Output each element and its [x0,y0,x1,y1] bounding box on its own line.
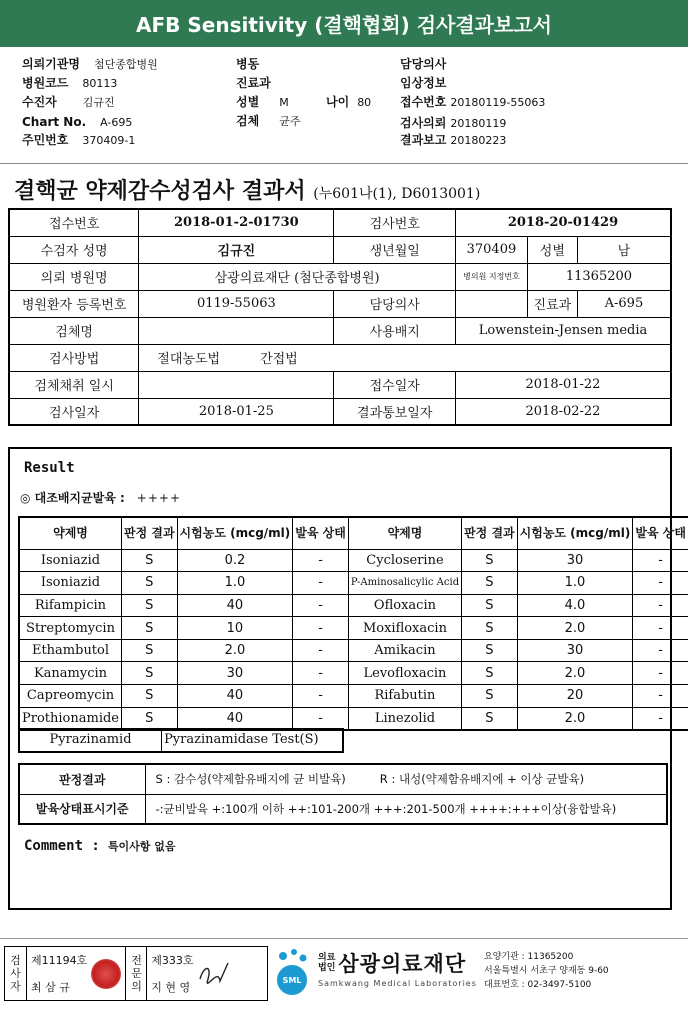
info-value: A-695 [577,290,671,317]
test-concentration: 2.0 [517,617,633,640]
judge-result: S [462,639,518,662]
growth-status: - [293,617,349,640]
info-label: 검체명 [9,317,139,344]
test-concentration: 30 [177,662,293,685]
header-chart: Chart No. A-695 [22,115,133,129]
address: 서울특별시 서초구 양재동 9-60 [484,966,609,976]
info-label: 진료과 [527,290,577,317]
growth-status: - [293,594,349,617]
test-concentration: 30 [517,549,633,572]
info-label: 접수번호 [9,209,139,236]
comment: Comment : 특이사항 없음 [24,838,176,854]
growth-status: - [633,549,688,572]
drug-name: Capreomycin [19,685,122,708]
drug-row [19,707,688,730]
info-value: 11365200 [527,263,671,290]
judge-result: S [122,549,178,572]
org-name: 삼광의료재단 [338,952,467,976]
judge-result: S [462,662,518,685]
header-id: 주민번호 370409-1 [22,133,136,147]
patient-info-table [8,208,672,426]
judge-result: S [122,594,178,617]
legend-label: 판정결과 [19,764,145,794]
info-label: 검사번호 [334,209,456,236]
drug-row [19,572,688,595]
judge-result: S [122,572,178,595]
info-row [9,290,671,317]
growth-status: - [293,685,349,708]
header-age: 나이 80 [326,95,372,109]
info-value: 남 [577,236,671,263]
footer-divider [0,938,688,939]
header-hospital: 의뢰기관명 첨단종합병원 [22,57,158,71]
examiner-label: 검사자 [5,947,27,1000]
pyrazinamid-row [18,728,344,753]
seal-icon [91,959,121,989]
info-value: 절대농도법 간접법 [139,344,671,371]
legend-value: -:균비발육 +:100개 이하 ++:101-200개 +++:201-500개 ++++:+++이상(융합발육) [145,794,667,824]
info-value [139,371,334,398]
info-value: Lowenstein-Jensen media [455,317,671,344]
header-divider [0,163,688,164]
test-concentration: 20 [517,685,633,708]
drug-row [19,639,688,662]
drug-name: Levofloxacin [348,662,461,685]
growth-status: - [633,707,688,730]
info-value [455,290,527,317]
legend-row [19,764,667,794]
growth-status: - [293,707,349,730]
growth-status: - [633,594,688,617]
conc-header: 시험농도 (mcg/ml) [177,517,293,549]
growth-status: - [633,572,688,595]
drug-name: Kanamycin [19,662,122,685]
org-prefix: 의료 법인 [318,953,336,973]
test-concentration: 40 [177,707,293,730]
drug-header: 약제명 [19,517,122,549]
drug-name: Ofloxacin [348,594,461,617]
header-receipt: 접수번호 20180119-55063 [400,95,546,109]
drug-name: Isoniazid [19,549,122,572]
drug-name: Prothionamide [19,707,122,730]
examiner-no: 제11194호 [31,954,88,968]
specialist-name: 지 현 영 [151,980,191,994]
control-growth: ◎ 대조배지균발육 : ++++ [20,491,181,505]
info-value: 2018-02-22 [455,398,671,425]
info-value: 370409 [455,236,527,263]
header-doctor: 담당의사 [400,57,447,71]
drug-table [18,516,688,731]
examiner-name: 최 삼 규 [31,980,70,994]
test-concentration: 1.0 [517,572,633,595]
info-value: 0119-55063 [139,290,334,317]
drug-header-row [19,517,688,549]
growth-status: - [293,549,349,572]
info-label: 의뢰 병원명 [9,263,139,290]
header-examinee: 수진자 김규진 [22,95,115,109]
test-concentration: 2.0 [517,662,633,685]
growth-status: - [293,572,349,595]
info-label: 담당의사 [334,290,456,317]
judge-result: S [462,707,518,730]
test-concentration: 40 [177,594,293,617]
document-title: 결핵균 약제감수성검사 결과서 (누601나(1), D6013001) [14,178,481,204]
org-english: Samkwang Medical Laboratories [318,979,477,988]
specialist-info [147,947,193,1000]
drug-name: Streptomycin [19,617,122,640]
info-label: 결과통보일자 [334,398,456,425]
drug-name: Cycloserine [348,549,461,572]
drug-name: Pyrazinamid [19,729,162,752]
test-concentration: 0.2 [177,549,293,572]
drug-row [19,662,688,685]
growth-header: 발육 상태 [293,517,349,549]
growth-header: 발육 상태 [633,517,688,549]
header-report: 결과보고 20180223 [400,133,507,147]
info-row [9,371,671,398]
legend-table [18,763,668,825]
legend-label: 발육상태표시기준 [19,794,145,824]
judge-result: S [462,572,518,595]
info-label: 성별 [527,236,577,263]
judge-result: S [122,662,178,685]
result-section [8,447,686,910]
info-value: 2018-01-2-01730 [139,209,334,236]
judge-result: S [122,685,178,708]
info-label: 접수일자 [334,371,456,398]
judge-result: S [122,707,178,730]
drug-row [19,685,688,708]
header-request: 검사의뢰 20180119 [400,116,507,130]
judge-header: 판정 결과 [122,517,178,549]
drug-name: Rifampicin [19,594,122,617]
logo-text: SML [282,976,302,985]
header-ward: 병동 [236,57,260,71]
sml-logo-icon [272,946,312,998]
growth-status: - [633,617,688,640]
drug-name: Moxifloxacin [348,617,461,640]
judge-result: S [122,639,178,662]
drug-row [19,617,688,640]
test-concentration: 2.0 [517,707,633,730]
test-concentration: 4.0 [517,594,633,617]
info-row [9,398,671,425]
info-row [9,236,671,263]
examiner-info [27,947,87,1000]
legend-value: S : 감수성(약제함유배지에 균 비발육) R : 내성(약제함유배지에 + 이상 균발육) [145,764,667,794]
growth-status: - [633,639,688,662]
judge-result: S [462,685,518,708]
info-row [9,317,671,344]
judge-result: S [462,617,518,640]
test-concentration: 30 [517,639,633,662]
drug-row [19,594,688,617]
judge-result: S [462,549,518,572]
header-clinical: 임상정보 [400,76,447,90]
report-banner [0,0,688,47]
signature-box [4,946,268,1001]
info-label: 검사일자 [9,398,139,425]
header-specimen: 검체 균주 [236,114,301,128]
info-value: 2018-20-01429 [455,209,671,236]
info-label: 생년월일 [334,236,456,263]
drug-header: 약제명 [348,517,461,549]
specialist-no: 제333호 [151,954,194,968]
info-row [9,344,671,371]
info-value: 김규진 [139,236,334,263]
info-row [9,209,671,236]
test-concentration: 40 [177,685,293,708]
info-label: 검사방법 [9,344,139,371]
info-label: 병원환자 등록번호 [9,290,139,317]
info-value: 2018-01-25 [139,398,334,425]
header-code: 병원코드 80113 [22,76,118,90]
organization [318,948,477,988]
phone: 대표번호 : 02-3497-5100 [484,980,592,990]
info-label: 검체채취 일시 [9,371,139,398]
drug-name: Rifabutin [348,685,461,708]
result-title: Result [24,460,75,476]
growth-status: - [293,662,349,685]
signature-icon [194,959,234,989]
banner-title: AFB Sensitivity (결핵협회) 검사결과보고서 [136,13,552,37]
info-label: 병의원 지정번호 [455,263,527,290]
conc-header: 시험농도 (mcg/ml) [517,517,633,549]
drug-name: Ethambutol [19,639,122,662]
specialist-label: 전문의 [125,947,147,1000]
info-label: 사용배지 [334,317,456,344]
care-number: 요양기관 : 11365200 [484,952,574,962]
info-value [139,317,334,344]
judge-header: 판정 결과 [462,517,518,549]
growth-status: - [633,662,688,685]
header-sex: 성별 M [236,95,289,109]
info-value: 삼광의료재단 (첨단종합병원) [139,263,456,290]
drug-row [19,549,688,572]
judge-result: S [462,594,518,617]
pyrazinamidase-test: Pyrazinamidase Test(S) [162,729,343,752]
growth-status: - [293,639,349,662]
judge-result: S [122,617,178,640]
drug-name: Amikacin [348,639,461,662]
test-concentration: 10 [177,617,293,640]
test-concentration: 1.0 [177,572,293,595]
drug-name: Isoniazid [19,572,122,595]
drug-name: P-Aminosalicylic Acid [348,572,461,595]
info-value: 2018-01-22 [455,371,671,398]
header-dept: 진료과 [236,76,271,90]
org-address [484,950,609,992]
test-concentration: 2.0 [177,639,293,662]
legend-row [19,794,667,824]
growth-status: - [633,685,688,708]
info-row [9,263,671,290]
info-label: 수검자 성명 [9,236,139,263]
drug-name: Linezolid [348,707,461,730]
